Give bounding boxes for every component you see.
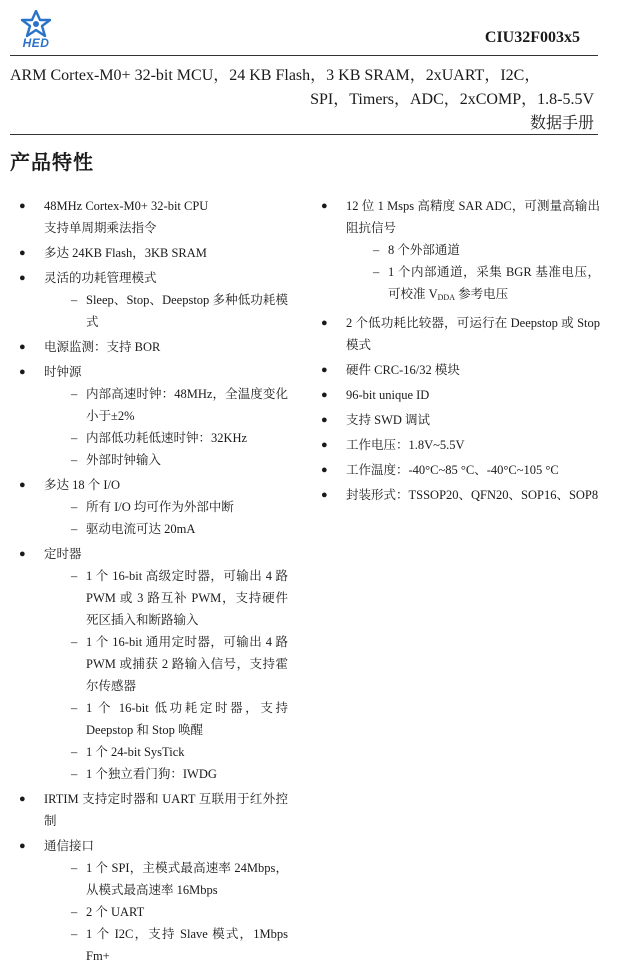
feature-cpu-note: 支持单周期乘法指令: [44, 221, 157, 235]
clock-item: – 内部低功耗低速时钟：32KHz: [44, 427, 288, 449]
feature-communication: ● 通信接口 – 1 个 SPI，主模式最高速率 24Mbps，从模式最高速率 16Mbps – 2 个 UART – 1 个 I2C，支持 Slave 模式，1Mbps Fm+: [20, 835, 288, 967]
features-right-column: [322, 195, 600, 509]
clock-item: – 内部高速时钟：48MHz，全温度变化小于±2%: [44, 383, 288, 427]
comm-item: – 1 个 SPI，主模式最高速率 24Mbps，从模式最高速率 16Mbps: [44, 857, 288, 901]
feature-supply-monitor: ● 电源监测：支持 BOR: [20, 336, 288, 358]
feature-swd: ● 支持 SWD 调试: [322, 409, 600, 431]
comm-item: – 2 个 UART: [44, 901, 288, 923]
feature-voltage: ● 工作电压：1.8V~5.5V: [322, 434, 600, 456]
timer-item: – 1 个 16-bit 通用定时器，可输出 4 路 PWM 或捕获 2 路输入信号，支持霍尔传感器: [44, 631, 288, 697]
part-number: CIU32F003x5: [484, 29, 580, 46]
section-title: 产品特性: [10, 150, 94, 174]
feature-memory: ● 多达 24KB Flash，3KB SRAM: [20, 242, 288, 264]
features-left-column: [20, 195, 288, 970]
feature-timers: ● 定时器 – 1 个 16-bit 高级定时器，可输出 4 路 PWM 或 3 路互补 PWM，支持硬件死区插入和断路输入 – 1 个 16-bit 通用定时器，可输出 4 路 PWM 或捕获 2 路输入信号，支持霍尔传感器 – 1 个 16-bit 低功耗定时器，支持 Deepstop 和 Stop 唤醒 – 1 个 24-bit SysTick – 1 个独立看门狗：IWDG: [20, 543, 288, 785]
feature-clock: ● 时钟源 – 内部高速时钟：48MHz，全温度变化小于±2% – 内部低功耗低速时钟：32KHz – 外部时钟输入: [20, 361, 288, 471]
title-divider: [10, 134, 598, 135]
feature-cpu: ● 48MHz Cortex-M0+ 32-bit CPU 支持单周期乘法指令: [20, 195, 288, 239]
comm-item: – 1 个 I2C，支持 Slave 模式，1Mbps Fm+: [44, 923, 288, 967]
feature-io: ● 多达 18 个 I/O – 所有 I/O 均可作为外部中断 – 驱动电流可达 20mA: [20, 474, 288, 540]
timer-item: – 1 个 16-bit 低功耗定时器，支持 Deepstop 和 Stop 唤醒: [44, 697, 288, 741]
feature-crc: ● 硬件 CRC-16/32 模块: [322, 359, 600, 381]
feature-unique-id: ● 96-bit unique ID: [322, 384, 600, 406]
io-item: – 所有 I/O 均可作为外部中断: [44, 496, 288, 518]
header-divider: [10, 55, 598, 56]
feature-temperature: ● 工作温度：-40°C~85 °C、-40°C~105 °C: [322, 459, 600, 481]
document-title: [10, 64, 594, 136]
io-item: – 驱动电流可达 20mA: [44, 518, 288, 540]
feature-comparator: ● 2 个低功耗比较器，可运行在 Deepstop 或 Stop 模式: [322, 312, 600, 356]
power-mode-item: – Sleep、Stop、Deepstop 多种低功耗模式: [44, 289, 288, 333]
star-logo-icon: [16, 10, 56, 38]
title-line-2: SPI，Timers，ADC，2xCOMP，1.8-5.5V: [310, 91, 594, 108]
timer-item: – 1 个 16-bit 高级定时器，可输出 4 路 PWM 或 3 路互补 PWM，支持硬件死区插入和断路输入: [44, 565, 288, 631]
adc-item: – 8 个外部通道: [346, 239, 600, 261]
adc-item: – 1 个内部通道，采集 BGR 基准电压，可校准 $V_{DDA}$ 参考电压: [346, 261, 600, 309]
feature-power-management: ● 灵活的功耗管理模式 – Sleep、Stop、Deepstop 多种低功耗模式: [20, 267, 288, 333]
timer-item: – 1 个独立看门狗：IWDG: [44, 763, 288, 785]
clock-item: – 外部时钟输入: [44, 449, 288, 471]
document-type: 数据手册: [529, 115, 594, 132]
title-line-1: ARM Cortex-M0+ 32-bit MCU，24 KB Flash，3 KB SRAM，2xUART，I2C，: [10, 67, 541, 84]
feature-package: ● 封装形式：TSSOP20、QFN20、SOP16、SOP8: [322, 484, 600, 506]
timer-item: – 1 个 24-bit SysTick: [44, 741, 288, 763]
company-logo: [16, 10, 56, 52]
feature-irtim: ● IRTIM 支持定时器和 UART 互联用于红外控制: [20, 788, 288, 832]
logo-text: HED: [22, 36, 50, 50]
feature-adc: ● 12 位 1 Msps 高精度 SAR ADC，可测量高输出阻抗信号 – 8 个外部通道 – 1 个内部通道，采集 BGR 基准电压，可校准 $V_{DDA}$ 参考电压: [322, 195, 600, 309]
